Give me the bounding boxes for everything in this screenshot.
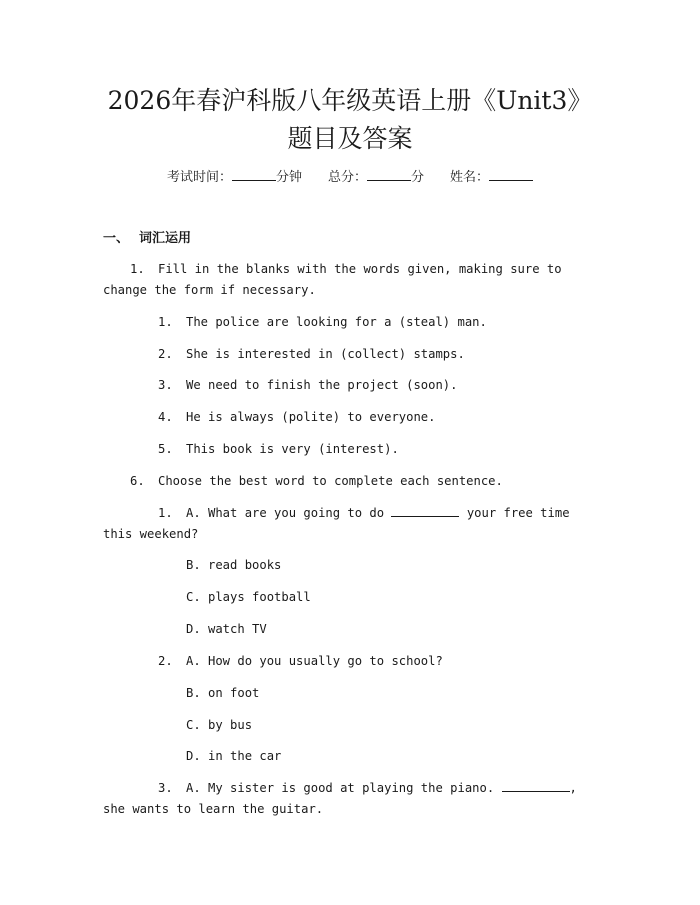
item-number: 5. — [158, 442, 173, 456]
item-text: We need to finish the project (soon). — [186, 378, 458, 392]
section-number: 一、 — [103, 231, 130, 246]
exam-info-line — [0, 168, 700, 188]
item-number: 2. — [158, 347, 173, 361]
time-label: 考试时间： — [166, 170, 232, 185]
name-blank — [489, 168, 533, 181]
item-stem: A. What are you going to do — [186, 506, 385, 520]
choice-question — [158, 651, 443, 671]
list-item — [158, 344, 465, 364]
list-item — [158, 407, 435, 427]
question-number: 6. — [130, 474, 145, 488]
question-6-instruction — [130, 471, 503, 491]
question-number: 1. — [130, 262, 145, 276]
score-label: 总分： — [327, 170, 367, 185]
item-text: He is always (polite) to everyone. — [186, 410, 436, 424]
item-stem-end: your free time this weekend? — [103, 506, 570, 541]
score-blank — [367, 168, 411, 181]
score-unit: 分 — [411, 170, 425, 185]
option: B. read books — [186, 558, 282, 572]
section-title: 词汇运用 — [139, 231, 192, 246]
answer-blank — [502, 779, 570, 792]
question-1-instruction — [103, 259, 589, 301]
item-stem-end: , she wants to learn the guitar. — [103, 781, 577, 816]
page-title: 2026年春沪科版八年级英语上册《Unit3》 — [107, 86, 593, 115]
item-number: 3. — [158, 378, 173, 392]
item-number: 3. — [158, 781, 173, 795]
time-unit: 分钟 — [275, 170, 302, 185]
section-heading — [103, 229, 191, 249]
option: D. in the car — [186, 749, 282, 763]
item-number: 2. — [158, 654, 173, 668]
item-number: 1. — [158, 506, 173, 520]
question-text: Choose the best word to complete each sentence. — [158, 474, 503, 488]
option: D. watch TV — [186, 622, 267, 636]
option: C. plays football — [186, 590, 311, 604]
item-text: This book is very (interest). — [186, 442, 399, 456]
item-stem: A. My sister is good at playing the piano. — [186, 781, 495, 795]
page-subtitle: 题目及答案 — [287, 124, 413, 153]
option: B. on foot — [186, 686, 260, 700]
item-number: 4. — [158, 410, 173, 424]
list-item — [158, 312, 487, 332]
question-text: Fill in the blanks with the words given, making sure to change the form if necessary. — [103, 262, 562, 297]
item-stem: A. How do you usually go to school? — [186, 654, 443, 668]
list-item — [158, 439, 399, 459]
choice-question — [103, 778, 589, 820]
item-text: The police are looking for a (steal) man. — [186, 315, 487, 329]
answer-blank — [391, 504, 459, 517]
option: C. by bus — [186, 718, 253, 732]
time-blank — [232, 168, 276, 181]
list-item — [158, 375, 458, 395]
item-text: She is interested in (collect) stamps. — [186, 347, 465, 361]
choice-question — [103, 503, 589, 545]
item-number: 1. — [158, 315, 173, 329]
name-label: 姓名： — [450, 170, 490, 185]
